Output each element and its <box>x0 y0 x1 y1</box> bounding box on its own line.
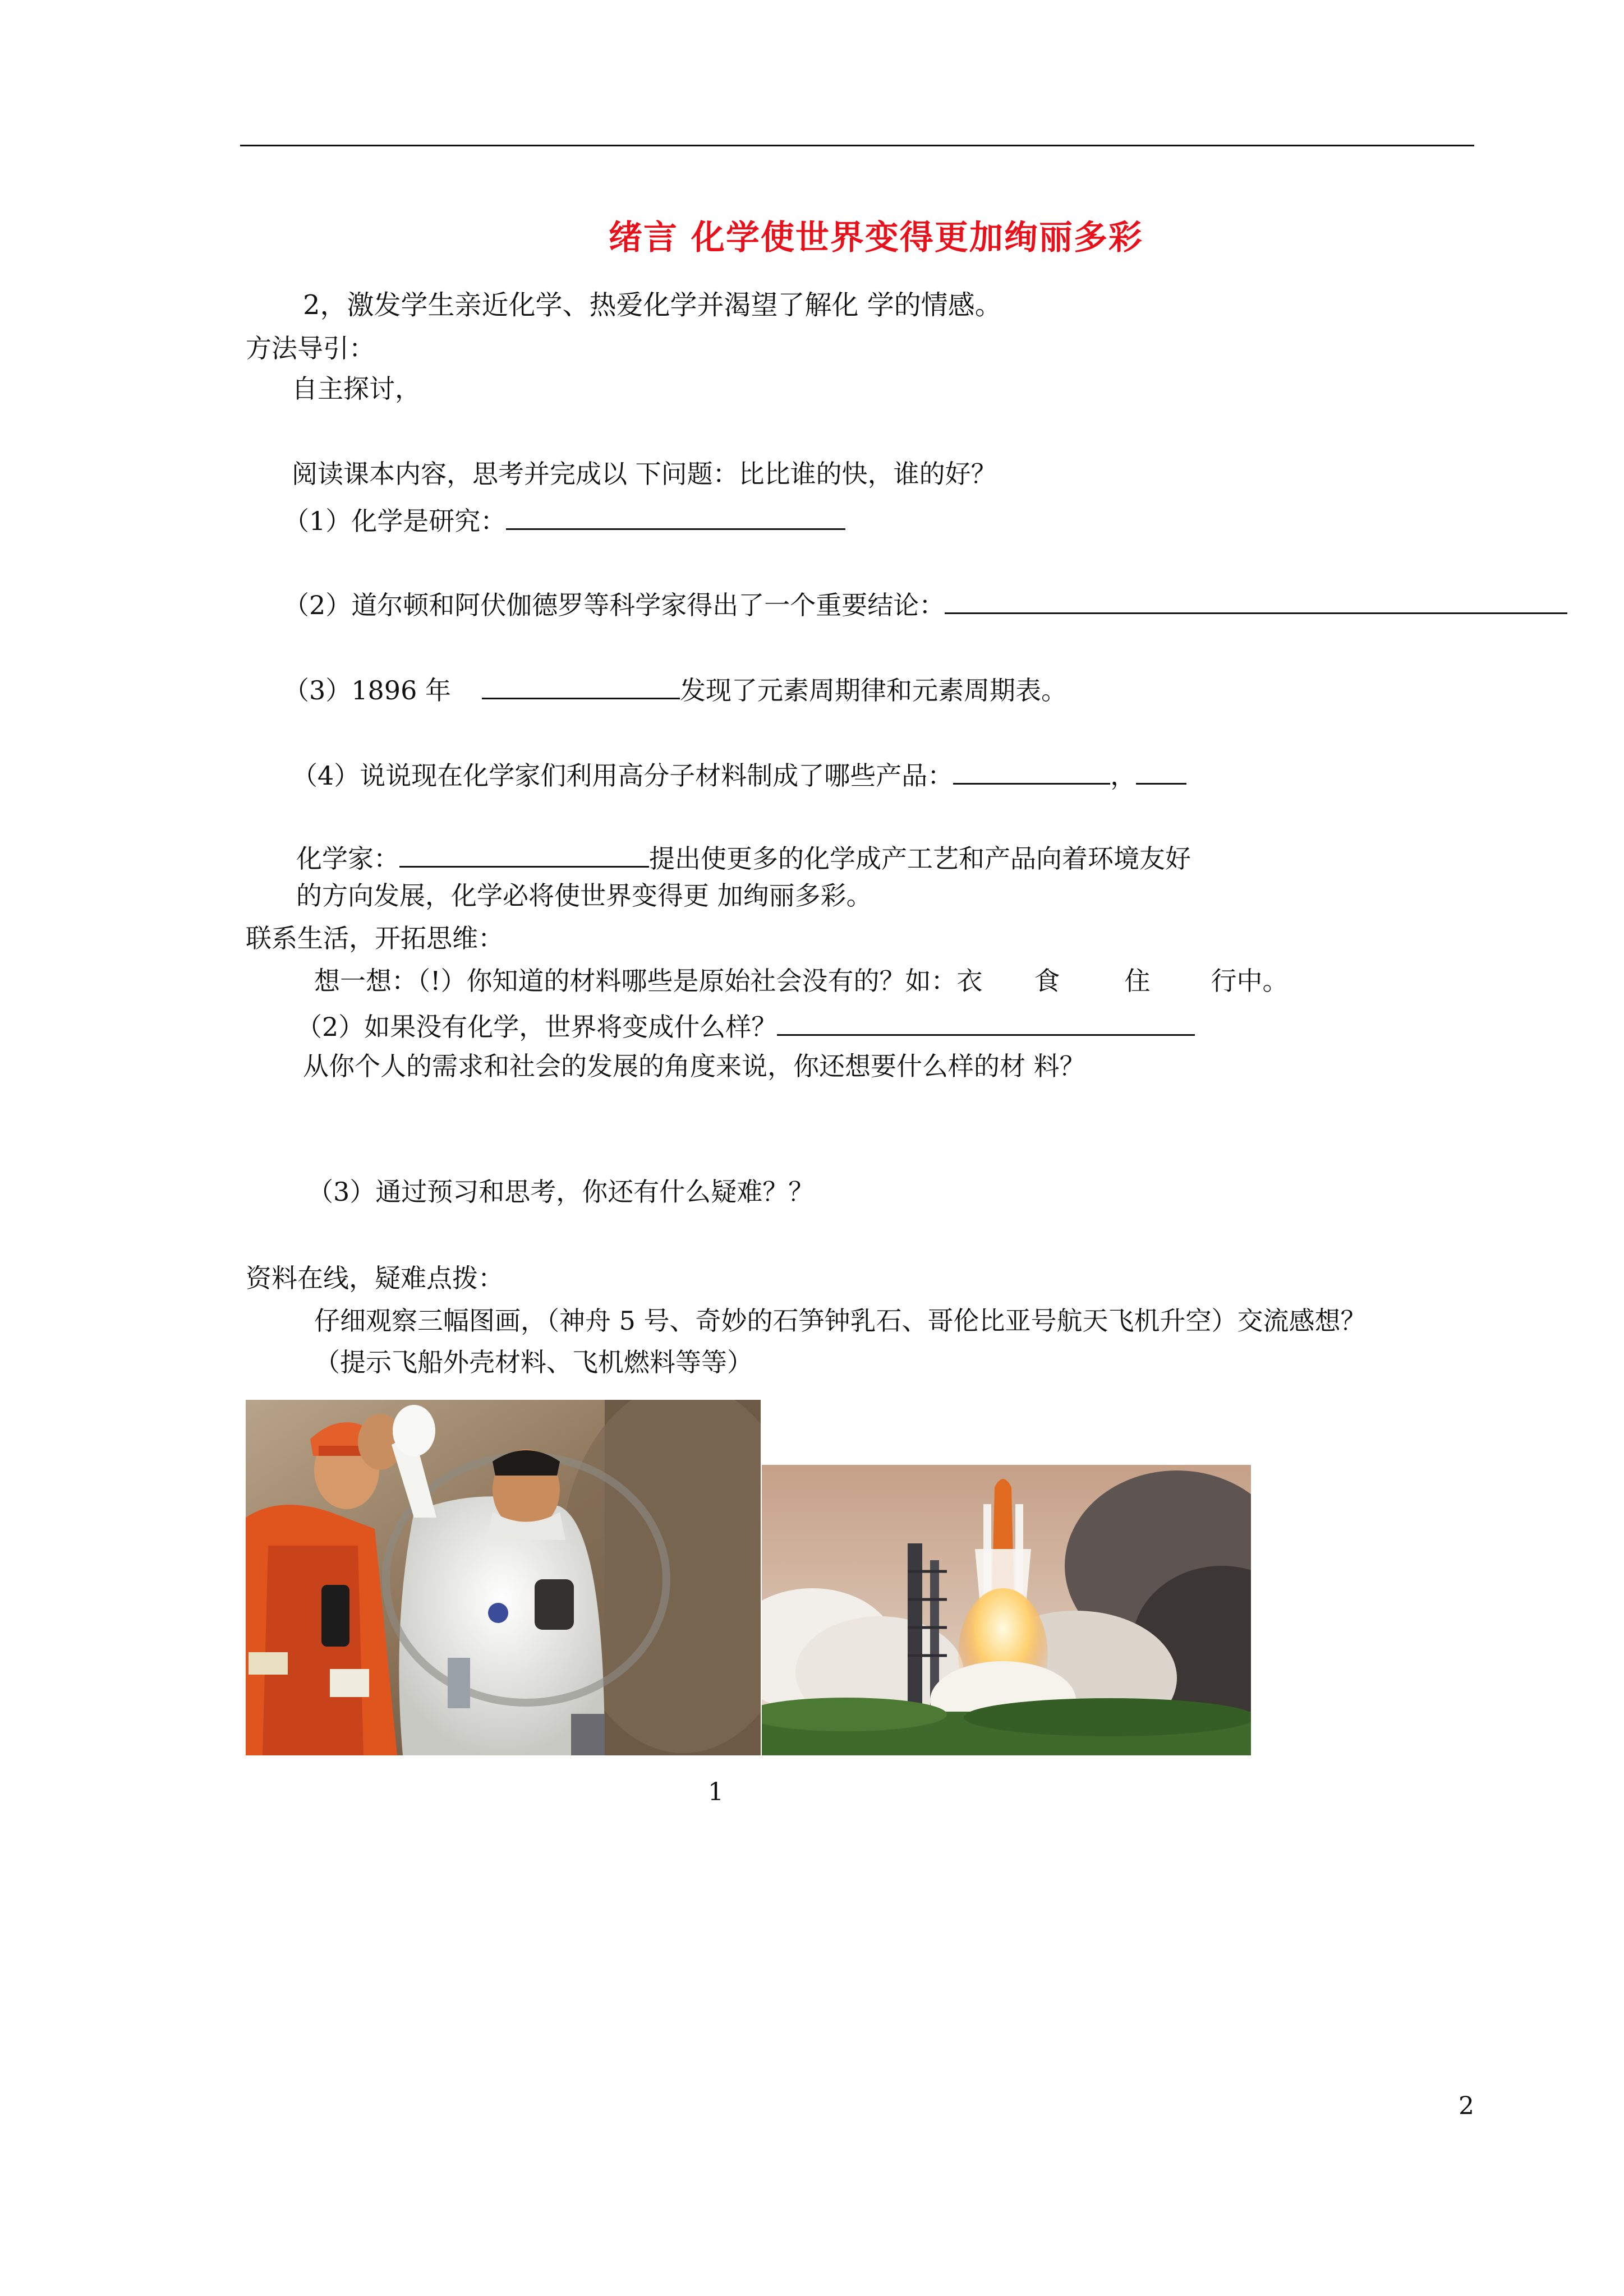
question-1-blank[interactable] <box>506 504 845 530</box>
question-3-suffix: 发现了元素周期律和元素周期表。 <box>679 675 1067 706</box>
question-3 <box>283 673 1067 705</box>
chemist-line <box>296 841 1191 873</box>
observe-line: 仔细观察三幅图画，（神舟 5 号、奇妙的石笋钟乳石、哥伦比亚号航天飞机升空）交流感想？ <box>314 1306 1367 1336</box>
think-food: 食 <box>1034 966 1060 996</box>
self-explore-label: 自主探讨， <box>292 374 421 404</box>
question-2 <box>283 588 1567 620</box>
page-number: 2 <box>1459 2092 1474 2120</box>
question-no-chemistry-blank[interactable] <box>777 1009 1195 1036</box>
header-rule <box>240 145 1474 146</box>
chemist-label: 化学家： <box>296 843 399 874</box>
question-1-label: （1）化学是研究： <box>283 506 507 536</box>
section-method: 方法导引： <box>246 333 375 363</box>
chemist-blank[interactable] <box>399 841 649 868</box>
question-4-blank-1[interactable] <box>953 758 1110 785</box>
shuttle-launch-photo <box>762 1465 1251 1755</box>
think-live: 住 <box>1124 966 1151 996</box>
question-4-label: （4）说说现在化学家们利用高分子材料制成了哪些产品： <box>292 760 954 791</box>
question-4-comma: ， <box>1110 760 1137 791</box>
question-personal: 从你个人的需求和社会的发展的角度来说，你还想要什么样的材 料？ <box>303 1051 1085 1081</box>
read-instruction: 阅读课本内容，思考并完成以 下问题：比比谁的快，谁的好？ <box>292 459 997 489</box>
page-title: 绪言 化学使世界变得更加绚丽多彩 <box>609 218 1143 257</box>
question-difficulty: （3）通过预习和思考，你还有什么疑难？？ <box>307 1177 815 1207</box>
figure-number: 1 <box>708 1778 724 1806</box>
chemist-suffix: 提出使更多的化学成产工艺和产品向着环境友好 <box>649 843 1191 874</box>
objective-line: 2，激发学生亲近化学、热爱化学并渴望了解化 学的情感。 <box>303 289 1002 321</box>
section-resources: 资料在线，疑难点拨： <box>246 1263 504 1293</box>
think-travel: 行中。 <box>1211 966 1289 996</box>
think-question: 想一想：（!）你知道的材料哪些是原始社会没有的？如：衣 <box>314 966 983 996</box>
question-2-label: （2）道尔顿和阿伏伽德罗等科学家得出了一个重要结论： <box>283 590 945 620</box>
section-life: 联系生活，开拓思维： <box>246 923 504 953</box>
question-3-blank[interactable] <box>482 673 680 699</box>
question-2-blank[interactable] <box>945 588 1567 614</box>
question-no-chemistry <box>296 1009 1195 1041</box>
question-no-chemistry-label: （2）如果没有化学，世界将变成什么样？ <box>296 1012 778 1042</box>
think-line <box>314 967 1289 995</box>
question-4 <box>292 758 1186 790</box>
chemist-line-2: 的方向发展，化学必将使世界变得更 加绚丽多彩。 <box>296 880 872 911</box>
astronaut-photo <box>246 1400 761 1755</box>
question-4-blank-2[interactable] <box>1136 758 1186 785</box>
hint-line: （提示飞船外壳材料、飞机燃料等等） <box>314 1347 753 1377</box>
question-1 <box>283 504 845 536</box>
question-3-prefix: （3）1896 年 <box>283 675 451 706</box>
